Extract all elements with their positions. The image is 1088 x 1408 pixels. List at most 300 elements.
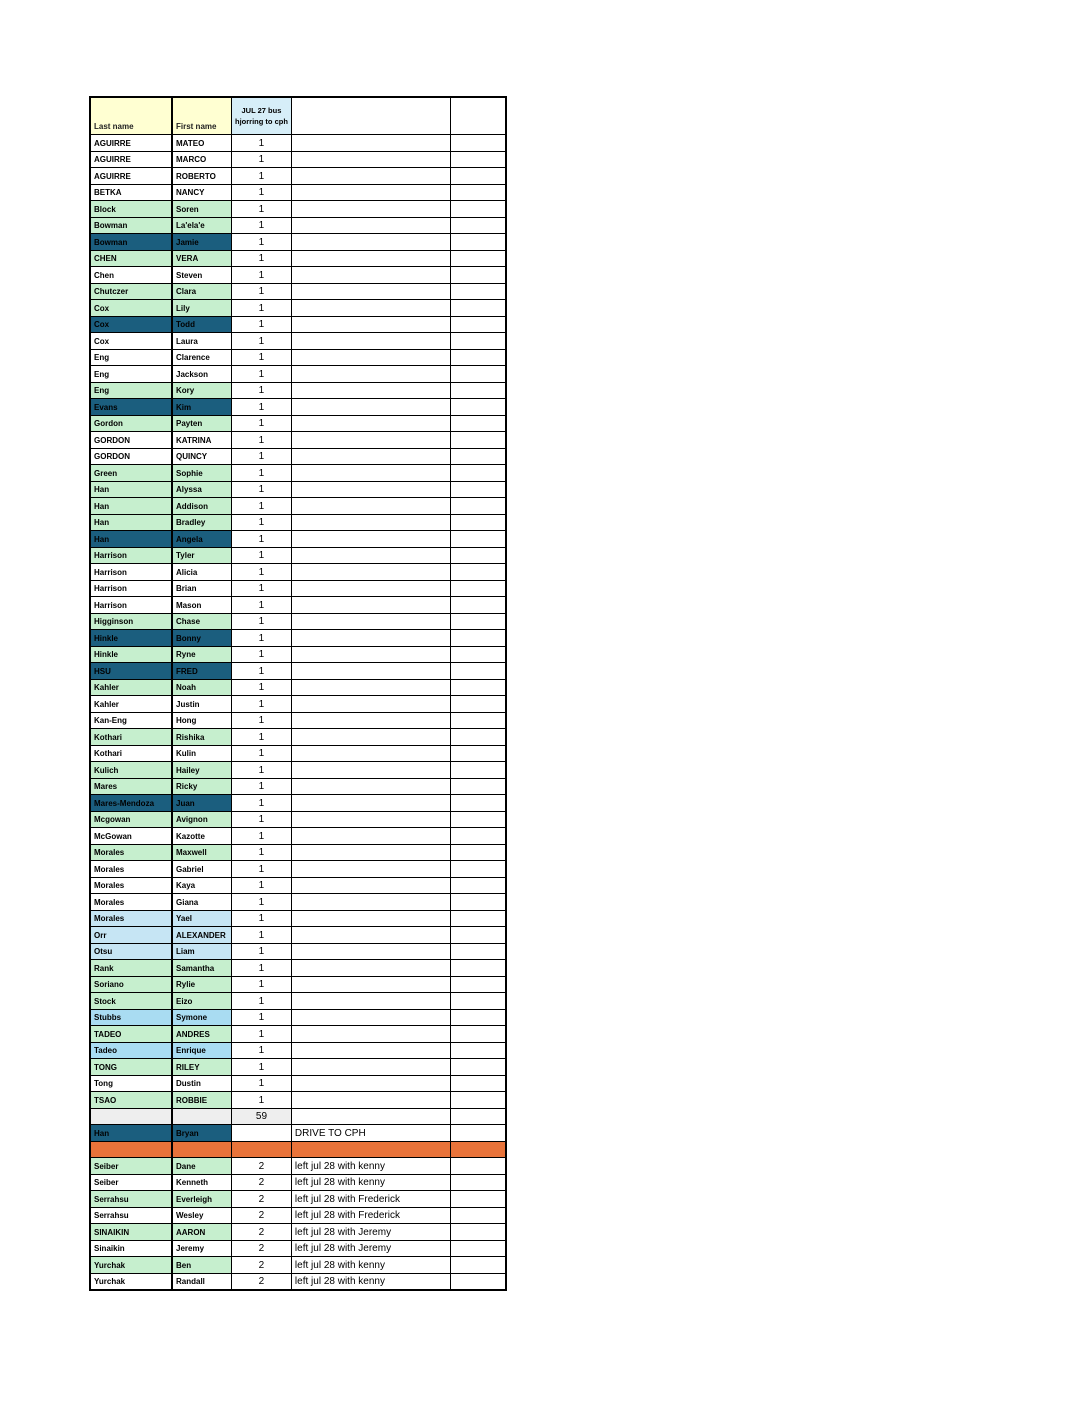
first-name-cell[interactable]	[172, 1141, 232, 1158]
count-cell[interactable]: 1	[232, 333, 292, 350]
extra-cell[interactable]	[450, 1158, 506, 1175]
last-name-cell[interactable]: Morales	[90, 910, 172, 927]
extra-cell[interactable]	[450, 283, 506, 300]
first-name-cell[interactable]: Kulin	[172, 745, 232, 762]
count-cell[interactable]: 1	[232, 811, 292, 828]
first-name-cell[interactable]: Jackson	[172, 366, 232, 383]
last-name-cell[interactable]: SINAIKIN	[90, 1224, 172, 1241]
note-cell[interactable]	[291, 894, 450, 911]
count-cell[interactable]: 1	[232, 663, 292, 680]
first-name-cell[interactable]: ALEXANDER	[172, 927, 232, 944]
extra-cell[interactable]	[450, 448, 506, 465]
note-cell[interactable]	[291, 729, 450, 746]
last-name-cell[interactable]: Morales	[90, 844, 172, 861]
first-name-cell[interactable]: Todd	[172, 316, 232, 333]
count-cell[interactable]: 1	[232, 976, 292, 993]
note-cell[interactable]	[291, 696, 450, 713]
note-cell[interactable]	[291, 1059, 450, 1076]
count-cell[interactable]: 1	[232, 448, 292, 465]
note-cell[interactable]	[291, 1026, 450, 1043]
extra-cell[interactable]	[450, 168, 506, 185]
note-cell[interactable]	[291, 300, 450, 317]
note-cell[interactable]	[291, 267, 450, 284]
last-name-cell[interactable]: HSU	[90, 663, 172, 680]
count-cell[interactable]: 1	[232, 729, 292, 746]
extra-cell[interactable]	[450, 234, 506, 251]
note-cell[interactable]	[291, 168, 450, 185]
note-cell[interactable]	[291, 993, 450, 1010]
last-name-cell[interactable]: Mares-Mendoza	[90, 795, 172, 812]
header-last-name[interactable]: Last name	[90, 97, 172, 135]
extra-cell[interactable]	[450, 1273, 506, 1290]
count-cell[interactable]: 1	[232, 877, 292, 894]
count-cell[interactable]: 1	[232, 910, 292, 927]
extra-cell[interactable]	[450, 1059, 506, 1076]
first-name-cell[interactable]: Tyler	[172, 547, 232, 564]
count-cell[interactable]: 2	[232, 1257, 292, 1274]
count-cell[interactable]	[232, 1141, 292, 1158]
extra-cell[interactable]	[450, 531, 506, 548]
count-cell[interactable]: 1	[232, 943, 292, 960]
first-name-cell[interactable]: NANCY	[172, 184, 232, 201]
last-name-cell[interactable]: Hinkle	[90, 646, 172, 663]
count-cell[interactable]: 1	[232, 564, 292, 581]
note-cell[interactable]	[291, 481, 450, 498]
last-name-cell[interactable]: Stock	[90, 993, 172, 1010]
extra-cell[interactable]	[450, 415, 506, 432]
first-name-cell[interactable]: MATEO	[172, 135, 232, 152]
note-cell[interactable]	[291, 465, 450, 482]
note-cell[interactable]	[291, 613, 450, 630]
last-name-cell[interactable]: Kahler	[90, 679, 172, 696]
note-cell[interactable]	[291, 382, 450, 399]
last-name-cell[interactable]: Han	[90, 1125, 172, 1142]
extra-cell[interactable]	[450, 201, 506, 218]
last-name-cell[interactable]: Serrahsu	[90, 1207, 172, 1224]
count-cell[interactable]: 1	[232, 1075, 292, 1092]
note-cell[interactable]: DRIVE TO CPH	[291, 1125, 450, 1142]
first-name-cell[interactable]: RILEY	[172, 1059, 232, 1076]
extra-cell[interactable]	[450, 877, 506, 894]
extra-cell[interactable]	[450, 910, 506, 927]
last-name-cell[interactable]: Seiber	[90, 1158, 172, 1175]
last-name-cell[interactable]: Tong	[90, 1075, 172, 1092]
last-name-cell[interactable]: Han	[90, 531, 172, 548]
count-cell[interactable]: 2	[232, 1224, 292, 1241]
extra-cell[interactable]	[450, 745, 506, 762]
count-cell[interactable]: 1	[232, 696, 292, 713]
count-cell[interactable]	[232, 1125, 292, 1142]
first-name-cell[interactable]: Gabriel	[172, 861, 232, 878]
first-name-cell[interactable]: Kaya	[172, 877, 232, 894]
extra-cell[interactable]	[450, 382, 506, 399]
extra-cell[interactable]	[450, 712, 506, 729]
last-name-cell[interactable]: Harrison	[90, 564, 172, 581]
count-cell[interactable]: 1	[232, 415, 292, 432]
extra-cell[interactable]	[450, 729, 506, 746]
first-name-cell[interactable]: QUINCY	[172, 448, 232, 465]
last-name-cell[interactable]: Yurchak	[90, 1273, 172, 1290]
last-name-cell[interactable]: Kulich	[90, 762, 172, 779]
last-name-cell[interactable]: CHEN	[90, 250, 172, 267]
first-name-cell[interactable]: Dane	[172, 1158, 232, 1175]
extra-cell[interactable]	[450, 1240, 506, 1257]
first-name-cell[interactable]: Randall	[172, 1273, 232, 1290]
first-name-cell[interactable]: Samantha	[172, 960, 232, 977]
header-count[interactable]	[232, 97, 292, 135]
first-name-cell[interactable]: Clara	[172, 283, 232, 300]
note-cell[interactable]	[291, 960, 450, 977]
last-name-cell[interactable]	[90, 1141, 172, 1158]
first-name-cell[interactable]: Brian	[172, 580, 232, 597]
note-cell[interactable]	[291, 448, 450, 465]
note-cell[interactable]	[291, 250, 450, 267]
last-name-cell[interactable]	[90, 1108, 172, 1125]
last-name-cell[interactable]: Serrahsu	[90, 1191, 172, 1208]
extra-cell[interactable]	[450, 762, 506, 779]
last-name-cell[interactable]: Green	[90, 465, 172, 482]
count-cell[interactable]: 1	[232, 234, 292, 251]
extra-cell[interactable]	[450, 432, 506, 449]
last-name-cell[interactable]: Mares	[90, 778, 172, 795]
extra-cell[interactable]	[450, 1141, 506, 1158]
note-cell[interactable]	[291, 564, 450, 581]
first-name-cell[interactable]: Mason	[172, 597, 232, 614]
first-name-cell[interactable]: Angela	[172, 531, 232, 548]
count-cell[interactable]: 1	[232, 1026, 292, 1043]
extra-cell[interactable]	[450, 514, 506, 531]
last-name-cell[interactable]: Bowman	[90, 217, 172, 234]
note-cell[interactable]	[291, 333, 450, 350]
first-name-cell[interactable]: Kazotte	[172, 828, 232, 845]
first-name-cell[interactable]: Dustin	[172, 1075, 232, 1092]
count-cell[interactable]: 2	[232, 1158, 292, 1175]
first-name-cell[interactable]: Alicia	[172, 564, 232, 581]
extra-cell[interactable]	[450, 564, 506, 581]
extra-cell[interactable]	[450, 795, 506, 812]
note-cell[interactable]	[291, 811, 450, 828]
first-name-cell[interactable]: Jeremy	[172, 1240, 232, 1257]
first-name-cell[interactable]: Juan	[172, 795, 232, 812]
count-cell[interactable]: 1	[232, 646, 292, 663]
note-cell[interactable]	[291, 795, 450, 812]
first-name-cell[interactable]: Eizo	[172, 993, 232, 1010]
last-name-cell[interactable]: Rank	[90, 960, 172, 977]
note-cell[interactable]	[291, 366, 450, 383]
last-name-cell[interactable]: Harrison	[90, 597, 172, 614]
count-cell[interactable]: 1	[232, 613, 292, 630]
extra-cell[interactable]	[450, 399, 506, 416]
count-cell[interactable]: 1	[232, 828, 292, 845]
extra-cell[interactable]	[450, 976, 506, 993]
count-cell[interactable]: 1	[232, 300, 292, 317]
header-note[interactable]	[291, 97, 450, 135]
count-cell[interactable]: 1	[232, 745, 292, 762]
last-name-cell[interactable]: BETKA	[90, 184, 172, 201]
first-name-cell[interactable]: Rishika	[172, 729, 232, 746]
extra-cell[interactable]	[450, 184, 506, 201]
extra-cell[interactable]	[450, 465, 506, 482]
extra-cell[interactable]	[450, 1174, 506, 1191]
last-name-cell[interactable]: Kothari	[90, 745, 172, 762]
note-cell[interactable]	[291, 646, 450, 663]
extra-cell[interactable]	[450, 498, 506, 515]
count-cell[interactable]: 2	[232, 1207, 292, 1224]
note-cell[interactable]	[291, 927, 450, 944]
first-name-cell[interactable]: Enrique	[172, 1042, 232, 1059]
first-name-cell[interactable]: Liam	[172, 943, 232, 960]
count-cell[interactable]: 1	[232, 432, 292, 449]
extra-cell[interactable]	[450, 481, 506, 498]
count-cell[interactable]: 1	[232, 795, 292, 812]
last-name-cell[interactable]: Eng	[90, 366, 172, 383]
count-cell[interactable]: 1	[232, 1009, 292, 1026]
last-name-cell[interactable]: McGowan	[90, 828, 172, 845]
extra-cell[interactable]	[450, 1207, 506, 1224]
first-name-cell[interactable]: Noah	[172, 679, 232, 696]
last-name-cell[interactable]: AGUIRRE	[90, 135, 172, 152]
note-cell[interactable]	[291, 1141, 450, 1158]
last-name-cell[interactable]: Morales	[90, 894, 172, 911]
count-cell[interactable]: 1	[232, 168, 292, 185]
note-cell[interactable]	[291, 580, 450, 597]
first-name-cell[interactable]: Everleigh	[172, 1191, 232, 1208]
extra-cell[interactable]	[450, 1009, 506, 1026]
extra-cell[interactable]	[450, 861, 506, 878]
first-name-cell[interactable]: Symone	[172, 1009, 232, 1026]
first-name-cell[interactable]: La'ela'e	[172, 217, 232, 234]
count-cell[interactable]: 1	[232, 960, 292, 977]
note-cell[interactable]	[291, 184, 450, 201]
extra-cell[interactable]	[450, 663, 506, 680]
last-name-cell[interactable]: Gordon	[90, 415, 172, 432]
count-cell[interactable]: 1	[232, 712, 292, 729]
count-cell[interactable]: 59	[232, 1108, 292, 1125]
last-name-cell[interactable]: TSAO	[90, 1092, 172, 1109]
note-cell[interactable]	[291, 745, 450, 762]
count-cell[interactable]: 1	[232, 283, 292, 300]
first-name-cell[interactable]: Giana	[172, 894, 232, 911]
extra-cell[interactable]	[450, 217, 506, 234]
note-cell[interactable]	[291, 762, 450, 779]
last-name-cell[interactable]: Han	[90, 514, 172, 531]
extra-cell[interactable]	[450, 960, 506, 977]
extra-cell[interactable]	[450, 1224, 506, 1241]
first-name-cell[interactable]: Rylie	[172, 976, 232, 993]
count-cell[interactable]: 1	[232, 201, 292, 218]
last-name-cell[interactable]: Chen	[90, 267, 172, 284]
extra-cell[interactable]	[450, 1125, 506, 1142]
note-cell[interactable]	[291, 597, 450, 614]
last-name-cell[interactable]: Harrison	[90, 580, 172, 597]
count-cell[interactable]: 1	[232, 498, 292, 515]
note-cell[interactable]: left jul 28 with kenny	[291, 1174, 450, 1191]
note-cell[interactable]	[291, 828, 450, 845]
count-cell[interactable]: 2	[232, 1240, 292, 1257]
note-cell[interactable]: left jul 28 with Frederick	[291, 1207, 450, 1224]
last-name-cell[interactable]: Kothari	[90, 729, 172, 746]
last-name-cell[interactable]: Cox	[90, 333, 172, 350]
count-cell[interactable]: 1	[232, 1092, 292, 1109]
note-cell[interactable]	[291, 415, 450, 432]
extra-cell[interactable]	[450, 597, 506, 614]
first-name-cell[interactable]: Ricky	[172, 778, 232, 795]
extra-cell[interactable]	[450, 1042, 506, 1059]
first-name-cell[interactable]: Kenneth	[172, 1174, 232, 1191]
last-name-cell[interactable]: Otsu	[90, 943, 172, 960]
count-cell[interactable]: 1	[232, 481, 292, 498]
count-cell[interactable]: 1	[232, 894, 292, 911]
header-first-name[interactable]: First name	[172, 97, 232, 135]
first-name-cell[interactable]: Ryne	[172, 646, 232, 663]
extra-cell[interactable]	[450, 943, 506, 960]
count-cell[interactable]: 1	[232, 135, 292, 152]
first-name-cell[interactable]: MARCO	[172, 151, 232, 168]
count-cell[interactable]: 1	[232, 514, 292, 531]
first-name-cell[interactable]: ROBERTO	[172, 168, 232, 185]
count-cell[interactable]: 1	[232, 861, 292, 878]
note-cell[interactable]: left jul 28 with kenny	[291, 1158, 450, 1175]
extra-cell[interactable]	[450, 613, 506, 630]
extra-cell[interactable]	[450, 1108, 506, 1125]
last-name-cell[interactable]: Cox	[90, 316, 172, 333]
extra-cell[interactable]	[450, 366, 506, 383]
extra-cell[interactable]	[450, 547, 506, 564]
last-name-cell[interactable]: Bowman	[90, 234, 172, 251]
first-name-cell[interactable]: AARON	[172, 1224, 232, 1241]
first-name-cell[interactable]: FRED	[172, 663, 232, 680]
first-name-cell[interactable]: Laura	[172, 333, 232, 350]
first-name-cell[interactable]: Soren	[172, 201, 232, 218]
note-cell[interactable]: left jul 28 with Jeremy	[291, 1224, 450, 1241]
note-cell[interactable]: left jul 28 with kenny	[291, 1257, 450, 1274]
extra-cell[interactable]	[450, 679, 506, 696]
note-cell[interactable]	[291, 531, 450, 548]
first-name-cell[interactable]: VERA	[172, 250, 232, 267]
first-name-cell[interactable]: Clarence	[172, 349, 232, 366]
first-name-cell[interactable]: ANDRES	[172, 1026, 232, 1043]
count-cell[interactable]: 1	[232, 366, 292, 383]
note-cell[interactable]: left jul 28 with kenny	[291, 1273, 450, 1290]
first-name-cell[interactable]: Ben	[172, 1257, 232, 1274]
count-cell[interactable]: 1	[232, 580, 292, 597]
last-name-cell[interactable]: Evans	[90, 399, 172, 416]
extra-cell[interactable]	[450, 993, 506, 1010]
last-name-cell[interactable]: Eng	[90, 349, 172, 366]
extra-cell[interactable]	[450, 250, 506, 267]
note-cell[interactable]	[291, 663, 450, 680]
extra-cell[interactable]	[450, 300, 506, 317]
note-cell[interactable]: left jul 28 with Frederick	[291, 1191, 450, 1208]
note-cell[interactable]	[291, 679, 450, 696]
note-cell[interactable]	[291, 712, 450, 729]
note-cell[interactable]	[291, 283, 450, 300]
last-name-cell[interactable]: TADEO	[90, 1026, 172, 1043]
last-name-cell[interactable]: Morales	[90, 861, 172, 878]
extra-cell[interactable]	[450, 580, 506, 597]
extra-cell[interactable]	[450, 333, 506, 350]
note-cell[interactable]	[291, 877, 450, 894]
note-cell[interactable]	[291, 1092, 450, 1109]
first-name-cell[interactable]: Justin	[172, 696, 232, 713]
note-cell[interactable]	[291, 910, 450, 927]
count-cell[interactable]: 1	[232, 399, 292, 416]
count-cell[interactable]: 1	[232, 597, 292, 614]
count-cell[interactable]: 1	[232, 151, 292, 168]
note-cell[interactable]	[291, 316, 450, 333]
last-name-cell[interactable]: Higginson	[90, 613, 172, 630]
first-name-cell[interactable]: Chase	[172, 613, 232, 630]
first-name-cell[interactable]: Lily	[172, 300, 232, 317]
first-name-cell[interactable]: Avignon	[172, 811, 232, 828]
first-name-cell[interactable]: Maxwell	[172, 844, 232, 861]
count-cell[interactable]: 1	[232, 762, 292, 779]
count-cell[interactable]: 1	[232, 927, 292, 944]
first-name-cell[interactable]: Hong	[172, 712, 232, 729]
last-name-cell[interactable]: GORDON	[90, 448, 172, 465]
count-cell[interactable]: 1	[232, 630, 292, 647]
first-name-cell[interactable]: Bonny	[172, 630, 232, 647]
last-name-cell[interactable]: TONG	[90, 1059, 172, 1076]
extra-cell[interactable]	[450, 646, 506, 663]
extra-cell[interactable]	[450, 1092, 506, 1109]
count-cell[interactable]: 1	[232, 679, 292, 696]
last-name-cell[interactable]: Tadeo	[90, 1042, 172, 1059]
note-cell[interactable]	[291, 399, 450, 416]
count-cell[interactable]: 1	[232, 1059, 292, 1076]
count-cell[interactable]: 1	[232, 217, 292, 234]
extra-cell[interactable]	[450, 828, 506, 845]
note-cell[interactable]	[291, 514, 450, 531]
first-name-cell[interactable]: Bryan	[172, 1125, 232, 1142]
last-name-cell[interactable]: Mcgowan	[90, 811, 172, 828]
extra-cell[interactable]	[450, 894, 506, 911]
last-name-cell[interactable]: AGUIRRE	[90, 168, 172, 185]
note-cell[interactable]	[291, 943, 450, 960]
note-cell[interactable]	[291, 630, 450, 647]
note-cell[interactable]	[291, 976, 450, 993]
last-name-cell[interactable]: Seiber	[90, 1174, 172, 1191]
first-name-cell[interactable]: Alyssa	[172, 481, 232, 498]
count-cell[interactable]: 1	[232, 993, 292, 1010]
first-name-cell[interactable]: Payten	[172, 415, 232, 432]
count-cell[interactable]: 1	[232, 547, 292, 564]
extra-cell[interactable]	[450, 349, 506, 366]
extra-cell[interactable]	[450, 844, 506, 861]
note-cell[interactable]	[291, 498, 450, 515]
note-cell[interactable]	[291, 1009, 450, 1026]
note-cell[interactable]	[291, 135, 450, 152]
last-name-cell[interactable]: Han	[90, 498, 172, 515]
extra-cell[interactable]	[450, 1075, 506, 1092]
first-name-cell[interactable]	[172, 1108, 232, 1125]
last-name-cell[interactable]: Kahler	[90, 696, 172, 713]
last-name-cell[interactable]: AGUIRRE	[90, 151, 172, 168]
note-cell[interactable]	[291, 201, 450, 218]
extra-cell[interactable]	[450, 135, 506, 152]
extra-cell[interactable]	[450, 1026, 506, 1043]
note-cell[interactable]	[291, 861, 450, 878]
last-name-cell[interactable]: Sinaikin	[90, 1240, 172, 1257]
count-cell[interactable]: 1	[232, 1042, 292, 1059]
extra-cell[interactable]	[450, 1191, 506, 1208]
count-cell[interactable]: 1	[232, 250, 292, 267]
count-cell[interactable]: 2	[232, 1174, 292, 1191]
extra-cell[interactable]	[450, 316, 506, 333]
note-cell[interactable]	[291, 547, 450, 564]
first-name-cell[interactable]: Wesley	[172, 1207, 232, 1224]
extra-cell[interactable]	[450, 927, 506, 944]
